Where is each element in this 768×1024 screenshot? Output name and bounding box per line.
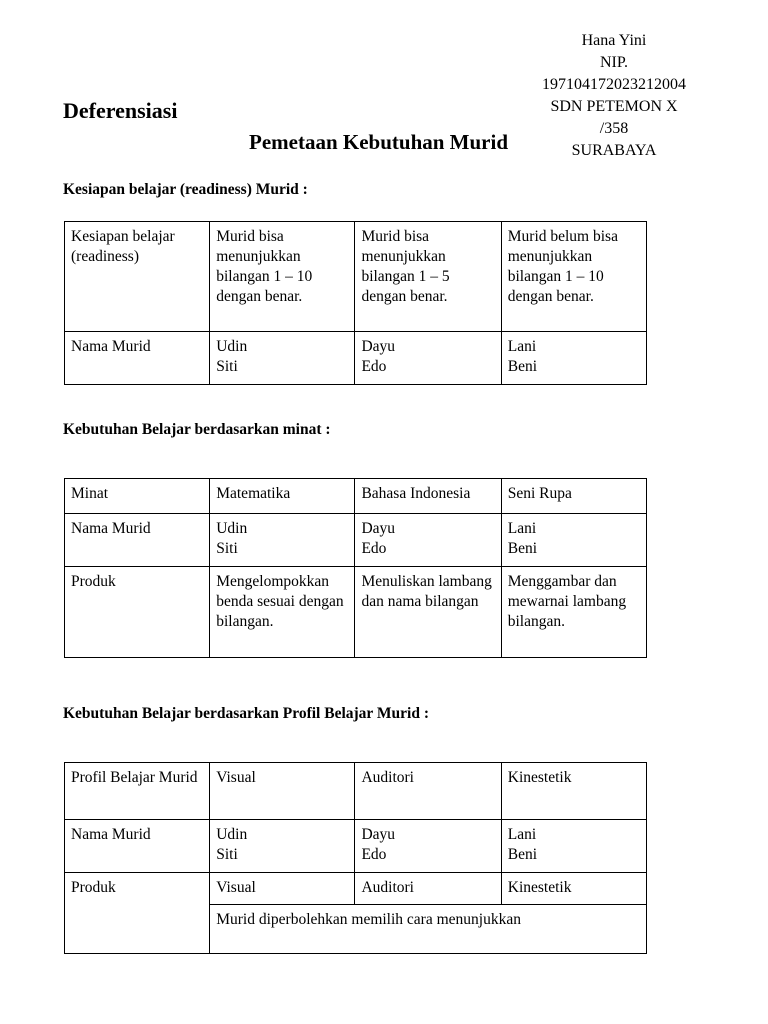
table-row (65, 873, 647, 905)
table-cell: Menggambar dan mewarnai lambang bilangan. (501, 567, 646, 658)
table-cell (355, 820, 501, 873)
product-note: Murid diperbolehkan memilih cara menunjukkan (210, 905, 647, 954)
student-name: Dayu (361, 826, 396, 843)
row-label: Kesiapan belajar (readiness) (65, 222, 210, 332)
student-name: Beni (507, 358, 538, 375)
student-name: Siti (216, 846, 238, 863)
table-cell (501, 820, 646, 873)
row-label: Nama Murid (65, 820, 210, 873)
nip-number: 197104172023212004 (542, 76, 686, 93)
table-cell: Visual (210, 873, 355, 905)
table-cell (355, 514, 501, 567)
table-cell: Mengelompokkan benda sesuai dengan bilangan. (210, 567, 355, 658)
student-name: Siti (216, 358, 238, 375)
student-name: Lani (507, 826, 537, 843)
table-cell (210, 514, 355, 567)
student-name: Dayu (361, 520, 396, 537)
author-name: Hana Yini (581, 32, 647, 49)
table-cell: Bahasa Indonesia (355, 479, 501, 514)
row-label: Nama Murid (65, 332, 210, 385)
student-name: Edo (361, 846, 387, 863)
student-name: Beni (507, 846, 538, 863)
student-name: Udin (216, 520, 248, 537)
student-name: Edo (361, 358, 387, 375)
student-name: Lani (507, 338, 537, 355)
table-row (65, 567, 647, 658)
table-cell: Auditori (355, 873, 501, 905)
row-label: Produk (65, 567, 210, 658)
student-name: Udin (216, 826, 248, 843)
profile-heading: Kebutuhan Belajar berdasarkan Profil Belajar Murid : (63, 705, 429, 722)
author-block (526, 30, 702, 162)
table-row (65, 332, 647, 385)
interest-table (64, 478, 647, 658)
table-cell: Menuliskan lambang dan nama bilangan (355, 567, 501, 658)
nip-label: NIP. (599, 54, 628, 71)
table-row (65, 514, 647, 567)
school-city: SURABAYA (571, 142, 657, 159)
student-name: Dayu (361, 338, 396, 355)
row-label: Profil Belajar Murid (65, 763, 210, 820)
student-name: Siti (216, 540, 238, 557)
table-cell: Seni Rupa (501, 479, 646, 514)
table-row (65, 820, 647, 873)
table-cell (210, 332, 355, 385)
profile-table (64, 762, 647, 954)
document-subtitle: Pemetaan Kebutuhan Murid (249, 130, 509, 154)
readiness-heading: Kesiapan belajar (readiness) Murid : (63, 181, 308, 198)
table-row (65, 479, 647, 514)
interest-heading: Kebutuhan Belajar berdasarkan minat : (63, 421, 331, 438)
table-cell (501, 514, 646, 567)
school-name: SDN PETEMON X (550, 98, 678, 115)
table-row (65, 222, 647, 332)
table-cell: Kinestetik (501, 763, 646, 820)
table-row (65, 763, 647, 820)
table-cell (355, 332, 501, 385)
table-cell: Kinestetik (501, 873, 646, 905)
table-cell (501, 332, 646, 385)
table-cell: Murid bisa menunjukkan bilangan 1 – 10 dengan benar. (210, 222, 355, 332)
student-name: Udin (216, 338, 248, 355)
document-title: Deferensiasi (63, 98, 178, 123)
student-name: Lani (507, 520, 537, 537)
table-cell: Matematika (210, 479, 355, 514)
table-cell: Murid bisa menunjukkan bilangan 1 – 5 dengan benar. (355, 222, 501, 332)
school-number: /358 (599, 120, 629, 137)
table-cell (210, 820, 355, 873)
student-name: Beni (507, 540, 538, 557)
table-cell: Murid belum bisa menunjukkan bilangan 1 – 10 dengan benar. (501, 222, 646, 332)
readiness-table (64, 221, 647, 385)
row-label: Produk (65, 873, 210, 954)
table-cell: Visual (210, 763, 355, 820)
student-name: Edo (361, 540, 387, 557)
row-label: Minat (65, 479, 210, 514)
table-cell: Auditori (355, 763, 501, 820)
row-label: Nama Murid (65, 514, 210, 567)
